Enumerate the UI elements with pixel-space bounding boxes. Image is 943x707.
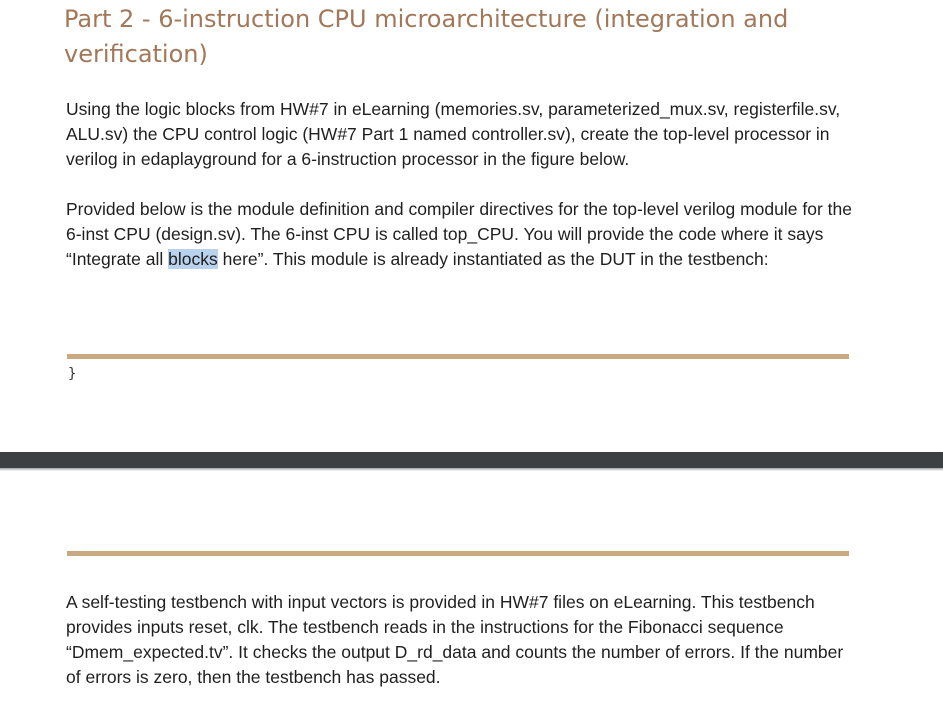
testbench-paragraph: A self-testing testbench with input vectors is provided in HW#7 files on eLearning. This testbench provides inputs reset, clk. The testbench reads in the instructions for the Fibonacci sequence “Dmem_expected.tv”. It checks the output D_rd_data and counts the number of errors. If the number of errors is zero, then the testbench has passed. [66,592,844,687]
code-block-bottom-rule [67,551,849,556]
code-block-top-rule [67,354,849,359]
page-break-shadow [0,468,943,471]
paragraph-text-before-highlight: Provided below is the module definition and compiler directives for the top-level verilog module for the 6-inst CPU (design.sv). The 6-inst CPU is called top_CPU. You will provide the code where it says “Integrate all [66,199,852,269]
page-break-separator [0,452,943,468]
selected-text-highlight[interactable]: blocks [168,249,218,269]
intro-paragraph: Using the logic blocks from HW#7 in eLearning (memories.sv, parameterized_mux.sv, registerfile.sv, ALU.sv) the CPU control logic (HW#7 Part 1 named controller.sv), create the top-level processor in verilog in edaplayground for a 6-instruction processor in the figure below. [66,99,841,169]
section-heading: Part 2 - 6-instruction CPU microarchitecture (integration and verification) [64,5,789,68]
paragraph-text-after-highlight: here”. This module is already instantiated as the DUT in the testbench: [217,249,769,269]
code-closing-brace: } [68,366,77,382]
module-definition-paragraph [66,197,856,272]
